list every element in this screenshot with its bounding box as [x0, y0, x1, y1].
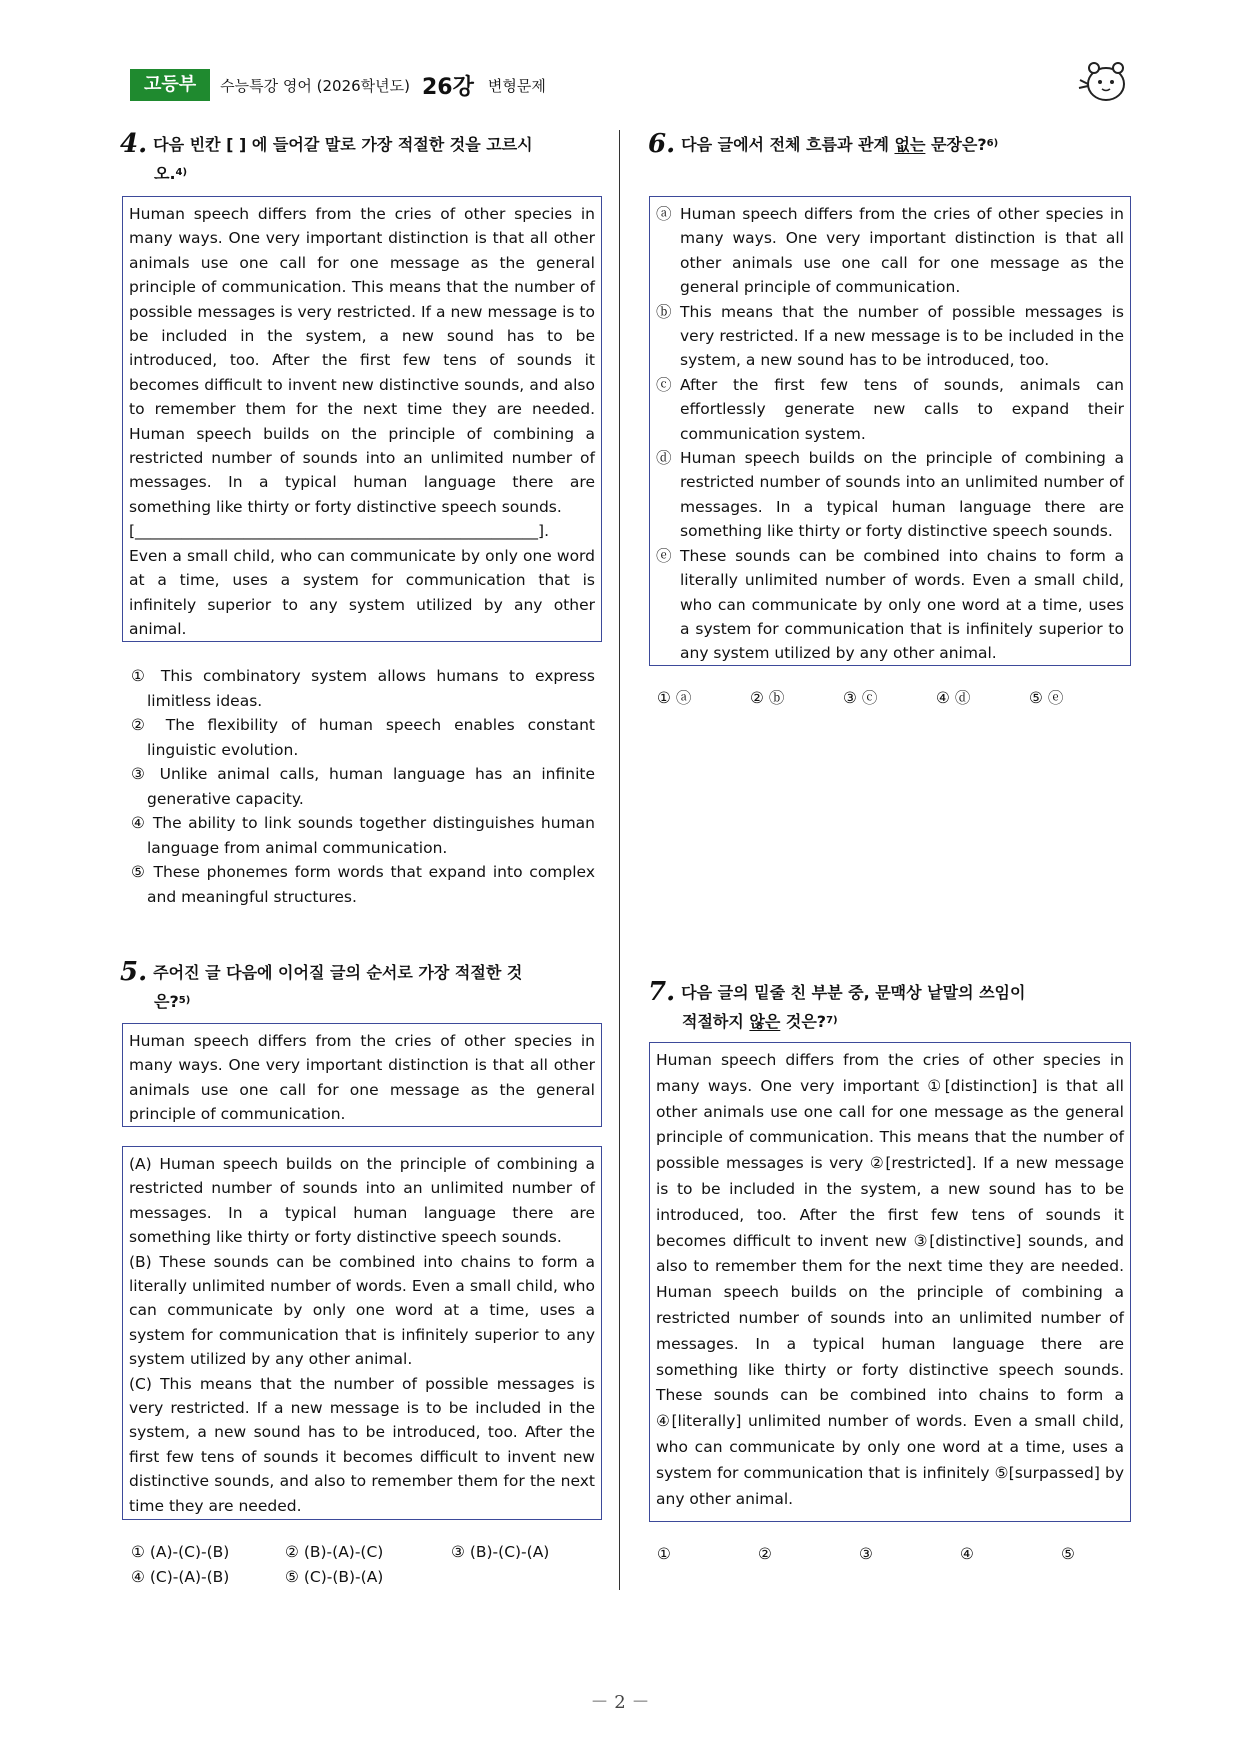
q5-title-line1: 주어진 글 다음에 이어질 글의 순서로 가장 적절한 것 — [153, 963, 523, 982]
q6-item-d-mark: ⓓ — [656, 449, 672, 468]
level-badge: 고등부 — [130, 69, 210, 101]
q6-choice-5[interactable]: ⑤ ⓔ — [1029, 689, 1064, 707]
q5-title — [120, 958, 600, 1016]
q6-item-d — [656, 446, 1124, 544]
q4-passage-box — [122, 196, 602, 642]
page-number: － 2 － — [590, 1692, 650, 1713]
q6-item-c-mark: ⓒ — [656, 375, 672, 394]
q4-choices — [131, 664, 595, 909]
q5-choice-4[interactable]: ④ (C)-(A)-(B) — [131, 1567, 230, 1586]
q7-title-line2-post: 것은? — [780, 1012, 827, 1031]
q6-choice-1[interactable]: ① ⓐ — [657, 689, 692, 707]
subject-label: 수능특강 영어 (2026학년도) — [220, 76, 410, 95]
q6-title-underlined: 없는 — [894, 135, 926, 154]
q6-item-e-mark: ⓔ — [656, 546, 672, 565]
q5-footnote: 5) — [178, 995, 191, 1006]
q7-passage-text: Human speech differs from the cries of other species in many ways. One very important ①[distinction] is that all other animals use one call for one message as the general principle of communication. This means that the number of possible messages is very ②[restricted]. If a new message is to be included in the system, a new sound has to be introduced, too. After the first few tens of sounds it becomes difficult to invent new ③[distinctive] sounds, and also to remember them for the next time they are needed. Human speech builds on the principle of combining a restricted number of sounds into an unlimited number of messages. In a typical human language there are something like thirty or forty distinctive speech sounds. These sounds can be combined into chains to form a ④[literally] unlimited number of words. Even a small child, who can communicate by only one word at a time, uses a system for communication that is infinitely ⑤[surpassed] by any other animal. — [656, 1051, 1124, 1508]
q6-item-b-mark: ⓑ — [656, 302, 672, 321]
q6-title — [648, 130, 1128, 159]
q4-title-line2: 오. — [154, 164, 176, 183]
q6-item-a-text: Human speech differs from the cries of other species in many ways. One very important distinction is that all other animals use one call for one message as the general principle of communication. — [680, 205, 1124, 297]
q4-choice-4[interactable]: ④ The ability to link sounds together distinguishes human language from animal communication. — [131, 814, 595, 857]
type-label: 변형문제 — [487, 76, 546, 95]
q4-footnote: 4) — [175, 167, 188, 178]
q6-item-d-text: Human speech builds on the principle of combining a restricted number of sounds into an unlimited number of messages. In a typical human language there are something like thirty or forty distinctive speech sounds. — [680, 449, 1124, 541]
q4-choice-3[interactable]: ③ Unlike animal calls, human language has an infinite generative capacity. — [131, 765, 595, 808]
lesson-label: 26강 — [422, 74, 474, 100]
q4-title-line1: 다음 빈칸 [ ] 에 들어갈 말로 가장 적절한 것을 고르시 — [153, 135, 533, 154]
q4-choice-2[interactable]: ② The flexibility of human speech enables constant linguistic evolution. — [131, 716, 595, 759]
q5-part-c: (C) This means that the number of possible messages is very restricted. If a new message is to be included in the system, a new sound has to be introduced, too. After the first few tens of sounds it becomes difficult to invent new distinctive sounds, and also to remember them for the next time they are needed. — [129, 1374, 595, 1515]
q7-passage-box — [649, 1042, 1131, 1522]
q7-choice-1[interactable]: ① — [657, 1545, 671, 1563]
q6-item-a-mark: ⓐ — [656, 205, 672, 223]
q4-choice-1[interactable]: ① This combinatory system allows humans to express limitless ideas. — [131, 667, 595, 710]
q5-part-b: (B) These sounds can be combined into chains to form a literally unlimited number of words. Even a small child, who can communicate by only one word at a time, uses a system for communication that is infinitely superior to any system utilized by any other animal. — [129, 1252, 595, 1369]
q4-number: 4. — [120, 129, 148, 159]
q4-blank: [____________________________________________________]. — [129, 522, 550, 541]
q5-choice-3[interactable]: ③ (B)-(C)-(A) — [451, 1543, 550, 1561]
q6-number: 6. — [648, 129, 676, 159]
q7-title — [648, 978, 1128, 1036]
q6-item-a — [656, 202, 1124, 300]
q5-title-line2: 은? — [154, 992, 179, 1011]
q6-footnote: 6) — [986, 138, 999, 149]
q6-choice-2[interactable]: ② ⓑ — [750, 689, 785, 707]
q6-item-c-text: After the first few tens of sounds, animals can effortlessly generate new calls to expand their communication system. — [680, 375, 1124, 443]
page-header — [130, 68, 546, 102]
q5-part-a: (A) Human speech builds on the principle of combining a restricted number of sounds into an unlimited number of messages. In a typical human language there are something like thirty or forty distinctive speech sounds. — [129, 1155, 595, 1247]
q5-choice-5[interactable]: ⑤ (C)-(B)-(A) — [285, 1567, 384, 1586]
q6-item-b — [656, 300, 1124, 373]
q7-title-line1: 다음 글의 밑줄 친 부분 중, 문맥상 낱말의 쓰임이 — [681, 983, 1026, 1002]
q7-footnote: 7) — [826, 1015, 838, 1026]
q5-parts-box — [122, 1146, 602, 1520]
q6-item-c — [656, 373, 1124, 446]
q7-title-underlined: 않은 — [749, 1012, 781, 1031]
q6-item-e — [656, 544, 1124, 666]
q6-title-post: 문장은? — [925, 135, 987, 154]
column-divider — [619, 130, 620, 1590]
q7-choice-3[interactable]: ③ — [859, 1545, 873, 1563]
q4-title — [120, 130, 600, 188]
q6-choice-3[interactable]: ③ ⓒ — [843, 689, 878, 707]
q6-title-pre: 다음 글에서 전체 흐름과 관계 — [681, 135, 895, 154]
q5-choice-2[interactable]: ② (B)-(A)-(C) — [285, 1543, 384, 1561]
q4-choice-5[interactable]: ⑤ These phonemes form words that expand into complex and meaningful structures. — [131, 863, 595, 906]
q7-choice-4[interactable]: ④ — [960, 1545, 974, 1563]
q6-passage-box — [649, 196, 1131, 666]
q4-passage-before: Human speech differs from the cries of other species in many ways. One very important distinction is that all other animals use one call for one message as the general principle of communication. This means that the number of possible messages is very restricted. If a new message is to be included in the system, a new sound has to be introduced, too. After the first few tens of sounds it becomes difficult to invent new distinctive sounds, and also to remember them for the next time they are needed. Human speech builds on the principle of combining a restricted number of sounds into an unlimited number of messages. In a typical human language there are something like thirty or forty distinctive speech sounds. — [129, 205, 595, 516]
q7-choice-5[interactable]: ⑤ — [1061, 1545, 1075, 1563]
q7-number: 7. — [648, 977, 676, 1007]
q6-choice-4[interactable]: ④ ⓓ — [936, 689, 971, 707]
q5-choices — [131, 1540, 601, 1589]
q5-choice-1[interactable]: ① (A)-(C)-(B) — [131, 1543, 230, 1561]
mascot-icon — [1076, 58, 1128, 106]
q5-number: 5. — [120, 957, 148, 987]
q7-title-line2-pre: 적절하지 — [682, 1012, 750, 1031]
q6-item-b-text: This means that the number of possible messages is very restricted. If a new message is to be included in the system, a new sound has to be introduced, too. — [680, 302, 1124, 370]
q6-choices — [657, 686, 1127, 711]
q5-given-text: Human speech differs from the cries of other species in many ways. One very important distinction is that all other animals use one call for one message as the general principle of communication. — [129, 1032, 595, 1124]
q7-choices — [657, 1542, 1127, 1567]
q5-given-box — [122, 1023, 602, 1127]
q4-passage-after: Even a small child, who can communicate by only one word at a time, uses a system for communication that is infinitely superior to any system utilized by any other animal. — [129, 546, 595, 638]
q7-choice-2[interactable]: ② — [758, 1545, 772, 1563]
q6-item-e-text: These sounds can be combined into chains to form a literally unlimited number of words. Even a small child, who can communicate by only one word at a time, uses a system for communication that is infinitely superior to any system utilized by any other animal. — [680, 546, 1124, 663]
